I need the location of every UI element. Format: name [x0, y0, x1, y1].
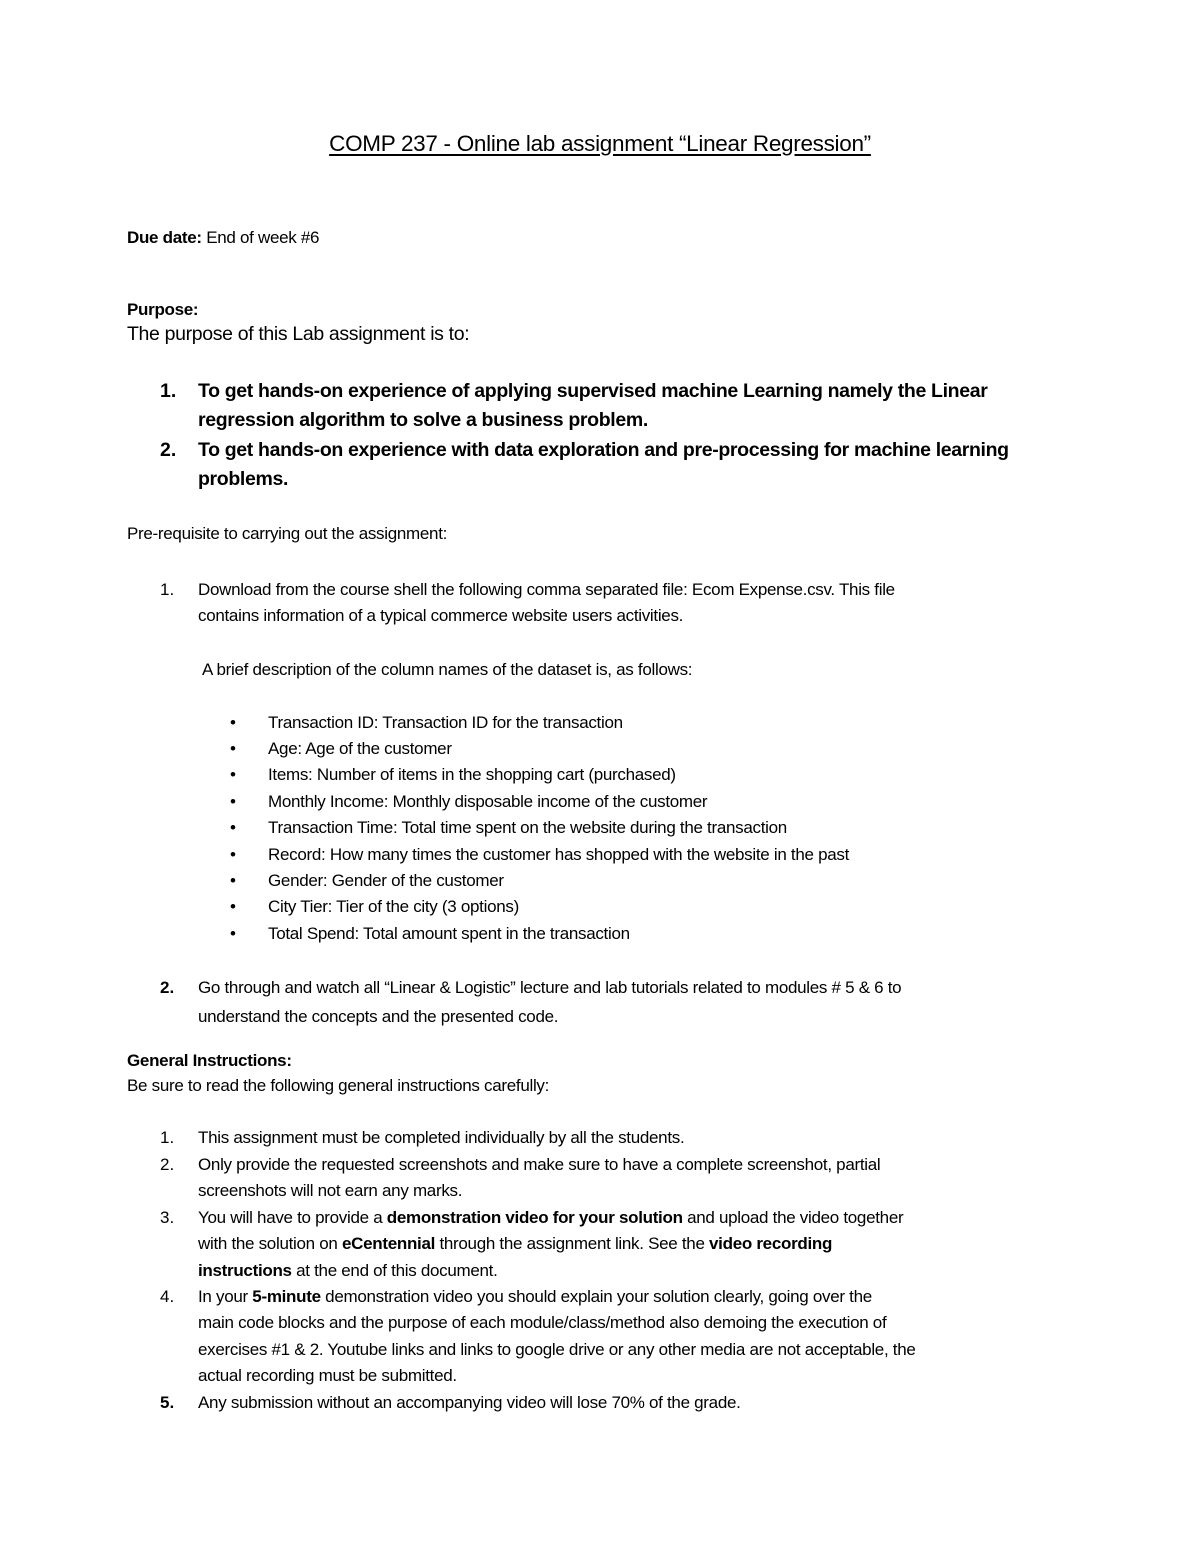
instruction-line [198, 1287, 872, 1307]
instruction-number: 1. [160, 1128, 175, 1147]
instruction-line: Only provide the requested screenshots and make sure to have a complete screenshot, partial [198, 1155, 881, 1174]
bullet-icon [230, 871, 236, 891]
instruction-emphasis: eCentennial [341, 1234, 436, 1253]
prereq-item-line: Go through and watch all “Linear & Logistic” lecture and lab tutorials related to modules # 5 & 6 to [198, 978, 902, 997]
purpose-item-line: To get hands-on experience with data exploration and pre-processing for machine learning [198, 439, 1009, 461]
column-list-item: Transaction Time: Total time spent on the website during the transaction [268, 818, 787, 837]
column-list-item: City Tier: Tier of the city (3 options) [268, 897, 519, 916]
instruction-line: actual recording must be submitted. [198, 1366, 457, 1385]
purpose-item-number: 2. [160, 439, 177, 461]
due-date-value: End of week #6 [201, 228, 320, 247]
prereq-item-line: Download from the course shell the following comma separated file: Ecom Expense.csv. This file [198, 580, 895, 599]
column-list-item: Items: Number of items in the shopping cart (purchased) [268, 765, 676, 784]
column-list-item: Monthly Income: Monthly disposable income of the customer [268, 792, 708, 811]
prereq-item-line: understand the concepts and the presented code. [198, 1007, 559, 1026]
instruction-line: This assignment must be completed individually by all the students. [198, 1128, 685, 1147]
general-instructions-heading: General Instructions: [127, 1051, 292, 1070]
instruction-text: at the end of this document. [291, 1261, 498, 1280]
bullet-icon [230, 924, 236, 944]
instruction-emphasis: instructions [198, 1261, 292, 1280]
bullet-icon [230, 765, 236, 785]
bullet-icon [230, 897, 236, 917]
instruction-text: and upload the video together [682, 1208, 904, 1227]
instruction-line [198, 1261, 498, 1281]
purpose-item-line: To get hands-on experience of applying supervised machine Learning namely the Linear [198, 380, 988, 402]
bullet-icon [230, 845, 236, 865]
bullet-icon [230, 739, 236, 759]
prereq-item-line: contains information of a typical commerce website users activities. [198, 606, 684, 625]
due-date-label: Due date: [127, 228, 202, 247]
purpose-label: Purpose: [127, 300, 199, 319]
purpose-item-line: regression algorithm to solve a business problem. [198, 409, 648, 431]
instruction-number: 5. [160, 1393, 175, 1412]
due-date-line [127, 228, 319, 248]
instruction-line [198, 1208, 903, 1228]
column-list-item: Gender: Gender of the customer [268, 871, 504, 890]
instruction-number: 3. [160, 1208, 175, 1227]
instruction-line: screenshots will not earn any marks. [198, 1181, 463, 1200]
instruction-line [198, 1234, 832, 1254]
instruction-emphasis: video recording [709, 1234, 833, 1253]
instruction-text: demonstration video you should explain your solution clearly, going over the [320, 1287, 872, 1306]
bullet-icon [230, 792, 236, 812]
instruction-line: main code blocks and the purpose of each module/class/method also demoing the execution of [198, 1313, 887, 1332]
column-list-item: Record: How many times the customer has shopped with the website in the past [268, 845, 849, 864]
purpose-item-line: problems. [198, 468, 289, 490]
prereq-heading: Pre-requisite to carrying out the assignment: [127, 524, 448, 543]
instruction-text: through the assignment link. See the [435, 1234, 710, 1253]
instruction-text: In your [198, 1287, 253, 1306]
instruction-emphasis: 5-minute [252, 1287, 321, 1306]
bullet-icon [230, 713, 236, 733]
instruction-text: with the solution on [198, 1234, 342, 1253]
general-instructions-intro: Be sure to read the following general instructions carefully: [127, 1076, 550, 1095]
instruction-text: You will have to provide a [198, 1208, 387, 1227]
column-list-item: Transaction ID: Transaction ID for the transaction [268, 713, 623, 732]
instruction-number: 4. [160, 1287, 175, 1306]
instruction-emphasis: demonstration video for your solution [386, 1208, 683, 1227]
prereq-item-number: 1. [160, 580, 175, 599]
bullet-icon [230, 818, 236, 838]
instruction-line: Any submission without an accompanying video will lose 70% of the grade. [198, 1393, 741, 1412]
instruction-number: 2. [160, 1155, 175, 1174]
prereq-item-number: 2. [160, 978, 175, 997]
page-title: COMP 237 - Online lab assignment “Linear Regression” [329, 131, 871, 156]
column-list-item: Age: Age of the customer [268, 739, 452, 758]
purpose-intro: The purpose of this Lab assignment is to: [127, 323, 470, 345]
purpose-item-number: 1. [160, 380, 177, 402]
column-list-item: Total Spend: Total amount spent in the transaction [268, 924, 630, 943]
instruction-line: exercises #1 & 2. Youtube links and links to google drive or any other media are not acceptable, the [198, 1340, 916, 1359]
column-description-intro: A brief description of the column names of the dataset is, as follows: [202, 660, 693, 679]
